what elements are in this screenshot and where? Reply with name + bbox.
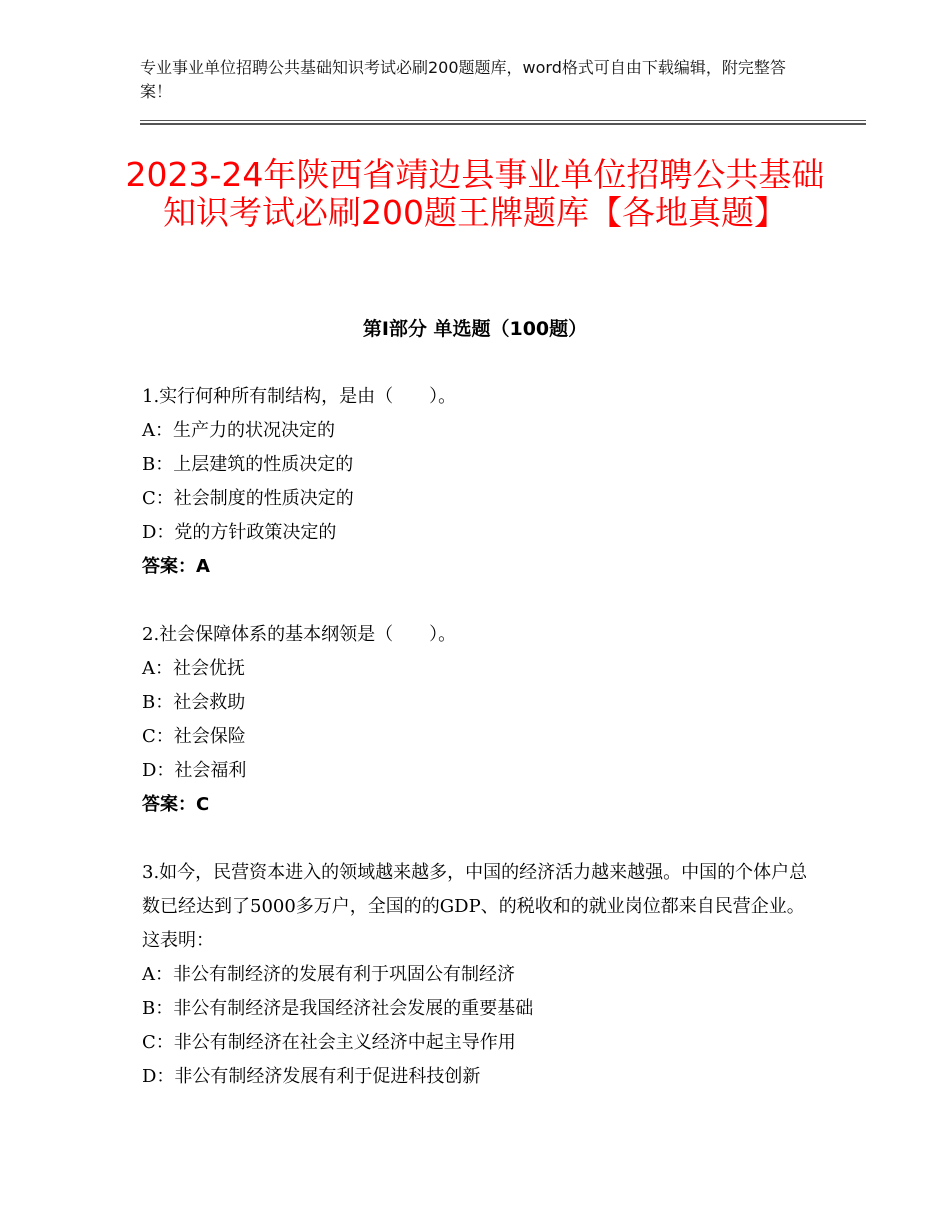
question-option-b: B：上层建筑的性质决定的 <box>142 454 354 475</box>
question-text: 3.如今，民营资本进入的领域越来越多，中国的经济活力越来越强。中国的个体户总数已经达到了5000多万户，全国的的GDP、的税收和的就业岗位都来自民营企业。这表明： <box>142 862 808 951</box>
header-note: 专业事业单位招聘公共基础知识考试必刷200题题库，word格式可自由下载编辑，附完整答案！ <box>140 58 786 101</box>
question-list <box>142 380 822 1128</box>
question-text: 2.社会保障体系的基本纲领是（ ）。 <box>142 624 457 645</box>
question-option-d: D：非公有制经济发展有利于促进科技创新 <box>142 1066 481 1087</box>
header-divider <box>140 120 866 125</box>
question-item <box>142 856 822 1094</box>
question-option-c: C：社会制度的性质决定的 <box>142 488 354 509</box>
question-text: 1.实行何种所有制结构，是由（ ）。 <box>142 386 457 407</box>
header-divider-thin <box>140 120 866 121</box>
question-answer: 答案：A <box>142 556 210 577</box>
question-item <box>142 380 822 584</box>
question-option-d: D：党的方针政策决定的 <box>142 522 337 543</box>
question-answer: 答案：C <box>142 794 210 815</box>
document-title: 2023-24年陕西省靖边县事业单位招聘公共基础知识考试必刷200题王牌题库【各地真题】 <box>125 155 825 232</box>
question-option-a: A：非公有制经济的发展有利于巩固公有制经济 <box>142 964 515 985</box>
question-option-b: B：非公有制经济是我国经济社会发展的重要基础 <box>142 998 534 1019</box>
question-option-a: A：生产力的状况决定的 <box>142 420 335 441</box>
question-option-c: C：非公有制经济在社会主义经济中起主导作用 <box>142 1032 516 1053</box>
question-option-a: A：社会优抚 <box>142 658 245 679</box>
question-option-d: D：社会福利 <box>142 760 247 781</box>
question-item <box>142 618 822 822</box>
question-option-b: B：社会救助 <box>142 692 246 713</box>
section-heading: 第Ⅰ部分 单选题（100题） <box>362 318 588 340</box>
header-divider-thick <box>140 123 866 125</box>
question-option-c: C：社会保险 <box>142 726 246 747</box>
